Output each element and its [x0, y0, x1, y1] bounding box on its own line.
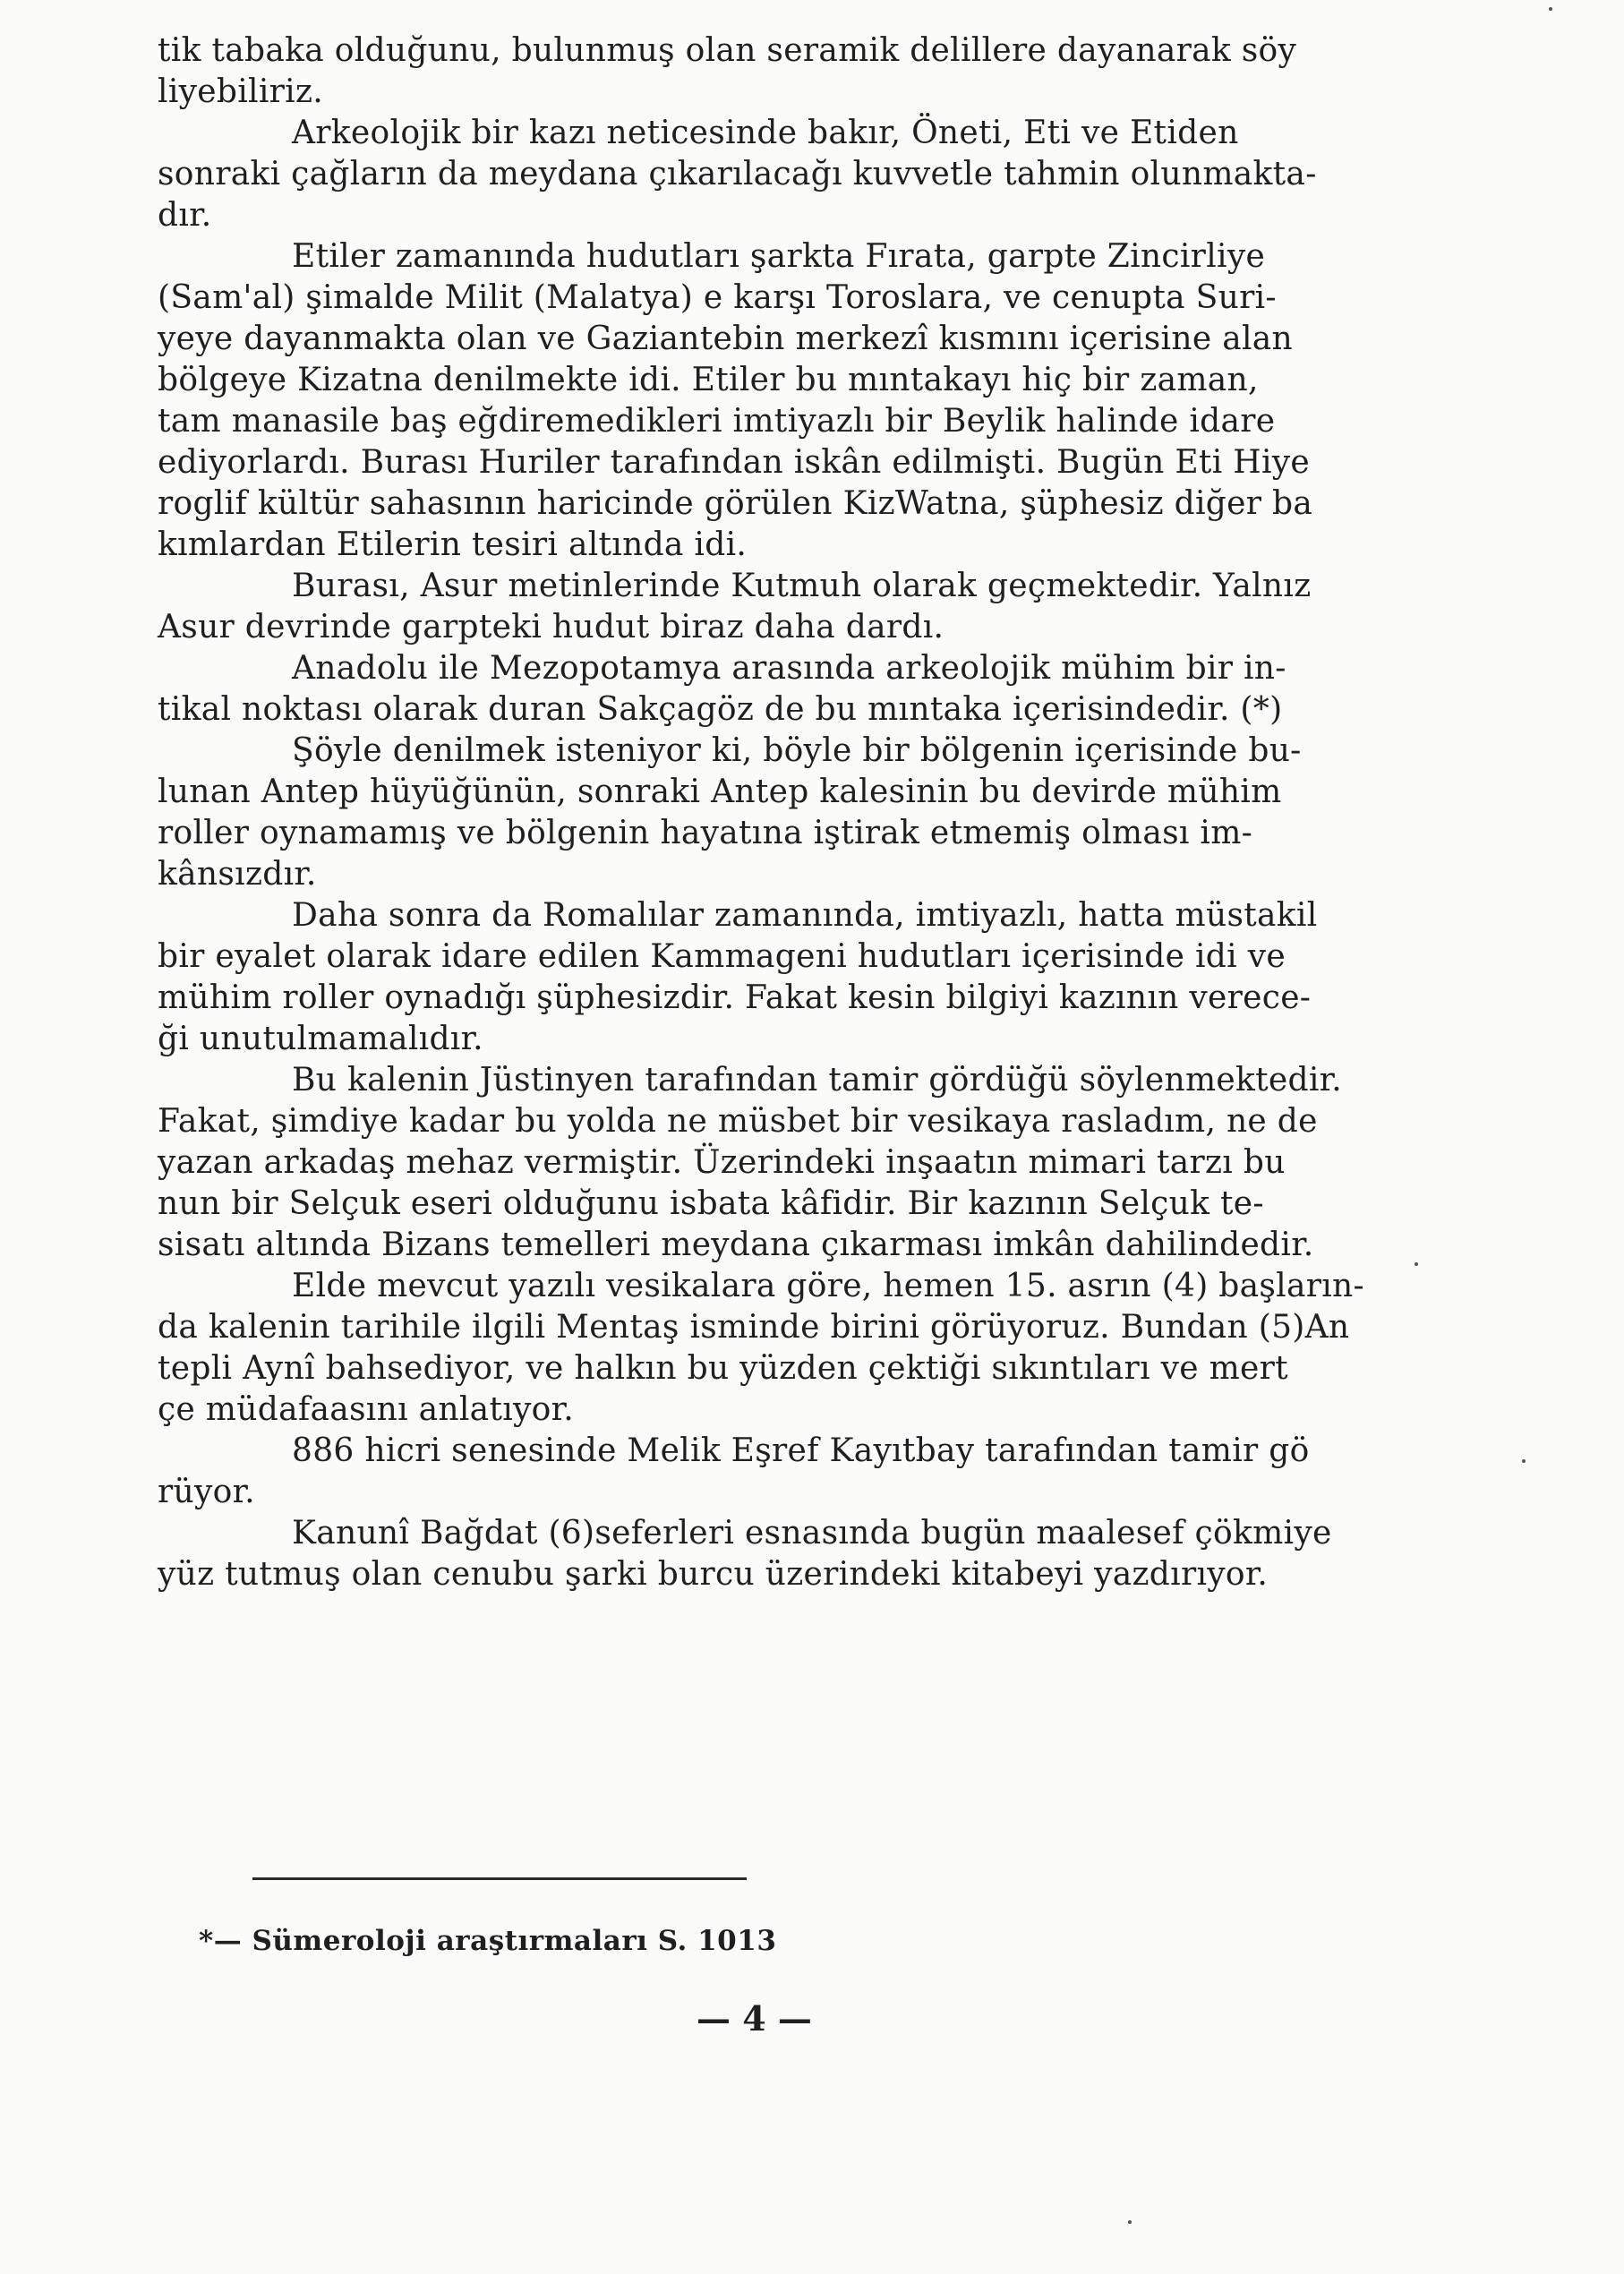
- text-line: sisatı altında Bizans temelleri meydana çıkarması imkân dahilindedir.: [158, 1227, 1314, 1263]
- text-line: yazan arkadaş mehaz vermiştir. Üzerindeki inşaatın mimari tarzı bu: [158, 1144, 1286, 1181]
- text-line: tik tabaka olduğunu, bulunmuş olan seramik delillere dayanarak söy: [158, 32, 1297, 69]
- scan-speck: [1522, 1459, 1526, 1463]
- text-line: ği unutulmamalıdır.: [158, 1021, 483, 1057]
- text-line: lunan Antep hüyüğünün, sonraki Antep kalesinin bu devirde mühim: [158, 774, 1282, 810]
- text-line: kımlardan Etilerin tesiri altında idi.: [158, 526, 748, 563]
- paragraph-start-line: Şöyle denilmek isteniyor ki, böyle bir bölgenin içerisinde bu-: [292, 732, 1302, 769]
- text-line: bölgeye Kizatna denilmekte idi. Etiler bu mıntakayı hiç bir zaman,: [158, 362, 1259, 398]
- text-line: nun bir Selçuk eseri olduğunu isbata kâfidir. Bir kazının Selçuk te-: [158, 1185, 1264, 1222]
- text-line: roller oynamamış ve bölgenin hayatına iştirak etmemiş olması im-: [158, 815, 1253, 851]
- text-line: (Sam'al) şimalde Milit (Malatya) e karşı Toroslara, ve cenupta Suri-: [158, 279, 1277, 316]
- text-line: tam manasile baş eğdiremedikleri imtiyazlı bir Beylik halinde idare: [158, 403, 1276, 440]
- text-line: yeye dayanmakta olan ve Gaziantebin merkezî kısmını içerisine alan: [158, 321, 1294, 357]
- text-line: roglif kültür sahasının haricinde görülen KizWatna, şüphesiz diğer ba: [158, 485, 1313, 522]
- text-line: kânsızdır.: [158, 856, 317, 893]
- paragraph-start-line: Daha sonra da Romalılar zamanında, imtiyazlı, hatta müstakil: [292, 897, 1318, 934]
- scan-speck: [1415, 1262, 1418, 1266]
- footnote: *— Sümeroloji araştırmaları S. 1013: [199, 1925, 777, 1957]
- text-line: rüyor.: [158, 1474, 255, 1510]
- paragraph-start-line: Arkeolojik bir kazı neticesinde bakır, Öneti, Eti ve Etiden: [292, 115, 1239, 151]
- scan-speck: [1549, 7, 1552, 11]
- text-line: ediyorlardı. Burası Huriler tarafından iskân edilmişti. Bugün Eti Hiye: [158, 444, 1311, 481]
- paragraph-start-line: Kanunî Bağdat (6)seferleri esnasında bugün maalesef çökmiye: [292, 1515, 1332, 1552]
- text-line: tikal noktası olarak duran Sakçagöz de bu mıntaka içerisindedir. (*): [158, 691, 1283, 728]
- body-text: [158, 30, 1375, 1595]
- text-line: mühim roller oynadığı şüphesizdir. Fakat kesin bilgiyi kazının verece-: [158, 979, 1312, 1016]
- page-number: — 4 —: [697, 1998, 812, 2039]
- text-line: dır.: [158, 197, 212, 234]
- footnote-divider: [252, 1877, 747, 1880]
- scan-speck: [1128, 2220, 1132, 2224]
- paragraph-start-line: Elde mevcut yazılı vesikalara göre, hemen 15. asrın (4) başların-: [292, 1268, 1365, 1304]
- paragraph-start-line: Anadolu ile Mezopotamya arasında arkeolojik mühim bir in-: [292, 650, 1286, 687]
- text-line: Fakat, şimdiye kadar bu yolda ne müsbet bir vesikaya rasladım, ne de: [158, 1103, 1318, 1140]
- text-line: Asur devrinde garpteki hudut biraz daha dardı.: [158, 609, 944, 645]
- paragraph-start-line: Etiler zamanında hudutları şarkta Fırata, garpte Zincirliye: [292, 238, 1266, 275]
- paragraph-start-line: Bu kalenin Jüstinyen tarafından tamir gördüğü söylenmektedir.: [292, 1062, 1342, 1099]
- text-line: da kalenin tarihile ilgili Mentaş isminde birini görüyoruz. Bundan (5)An: [158, 1309, 1350, 1346]
- text-line: çe müdafaasını anlatıyor.: [158, 1391, 574, 1428]
- paragraph-start-line: Burası, Asur metinlerinde Kutmuh olarak geçmektedir. Yalnız: [292, 568, 1312, 604]
- text-line: tepli Aynî bahsediyor, ve halkın bu yüzden çektiği sıkıntıları ve mert: [158, 1350, 1288, 1387]
- text-line: liyebiliriz.: [158, 73, 323, 110]
- text-line: yüz tutmuş olan cenubu şarki burcu üzerindeki kitabeyi yazdırıyor.: [158, 1556, 1269, 1593]
- text-line: sonraki çağların da meydana çıkarılacağı kuvvetle tahmin olunmakta-: [158, 156, 1317, 192]
- text-line: bir eyalet olarak idare edilen Kammageni hudutları içerisinde idi ve: [158, 938, 1286, 975]
- paragraph-start-line: 886 hicri senesinde Melik Eşref Kayıtbay tarafından tamir gö: [292, 1432, 1310, 1469]
